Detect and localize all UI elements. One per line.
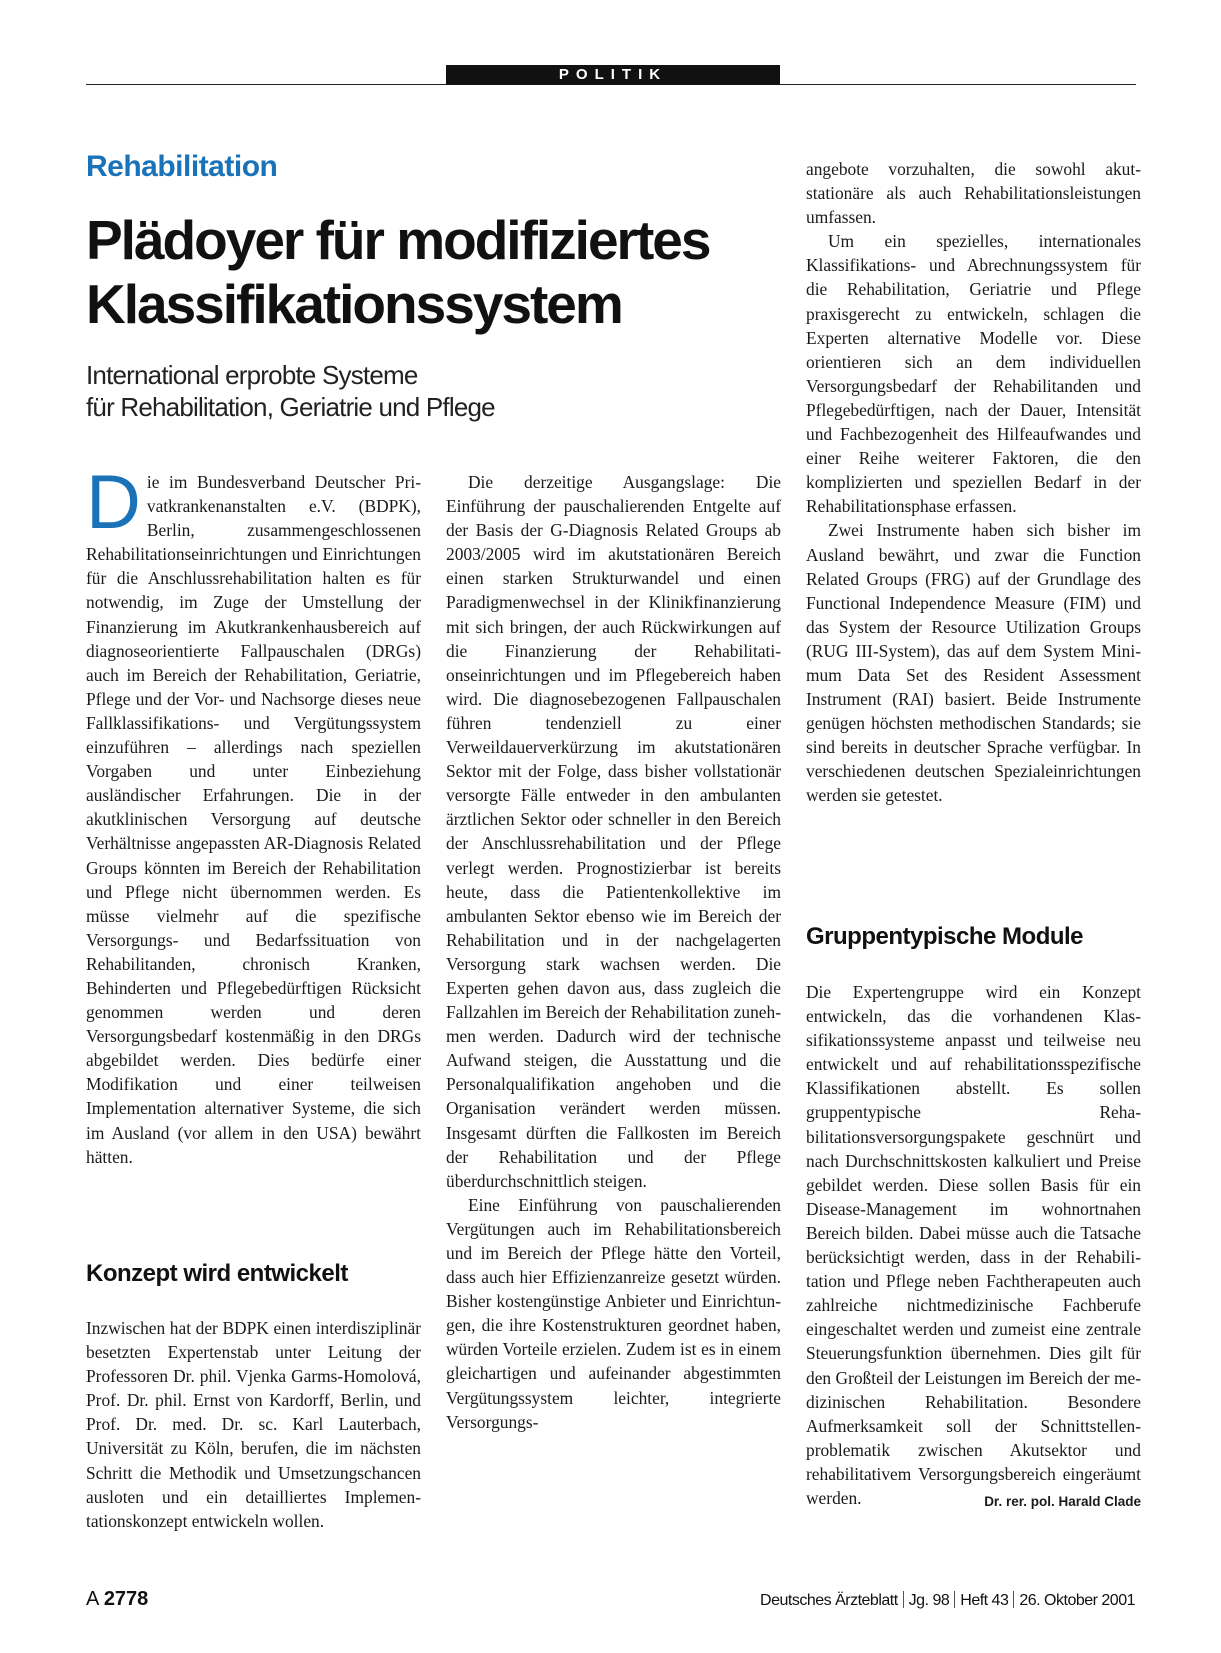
title-line: Klassifikationssystem [86,273,622,335]
column-1-bottom [86,1316,421,1533]
paragraph: Inzwischen hat der BDPK einen interdisziplinär besetzten Expertenstab unter Leitung der Professoren Dr. phil. Vjenka Garms-Homolová, Prof. Dr. phil. Ernst von Kardorff, Berlin, und Prof. Dr. med. Dr. sc. Karl Lauterbach, Universität zu Köln, berufen, die im nächsten Schritt die Methodik und Umsetzungschancen ausloten und ein detailliertes Implementationskonzept entwickeln wollen. [86,1318,421,1531]
section-heading-konzept: Konzept wird entwickelt [86,1260,348,1287]
separator [954,1591,955,1608]
journal-name: Deutsches Ärzteblatt [760,1592,898,1609]
article-kicker: Rehabilitation [86,150,278,183]
author-byline: Dr. rer. pol. Harald Clade [984,1493,1141,1509]
page-number-value: 2778 [103,1588,149,1610]
journal-issue: Heft 43 [960,1592,1009,1609]
drop-cap: D [86,460,141,545]
paragraph: Eine Einführung von pauschalierenden Vergütungen auch im Rehabilitationsbereich und im Bereich der Pflege hätte den Vorteil, dass auch hier Effizienzanreize gesetzt würden. Bisher kostengünstige Anbieter und Einrichtungen, die ihre Kostenstrukturen geordnet haben, würden Vorteile erzielen. Zudem ist es in einem gleichartigen und aufeinander abgestimmten Vergütungssystem leichter, integrierte Versorgungs- [446,1194,781,1432]
journal-volume: Jg. 98 [908,1592,950,1609]
paragraph-text: ie im Bundesverband Deutscher Privatkrankenanstalten e.V. (BDPK), Berlin, zusammengeschlossenen Rehabilitationseinrichtungen und Einrichtungen für die Anschlussrehabilitation halten es für notwendig, im Zuge der Umstellung der Finanzierung im Akutkrankenhausbereich auf diagnoseorientierte Fallpauschalen (DRGs) auch im Bereich der Rehabilitation, Geriatrie, Pflege und der Vor- und Nachsorge dieses neue Fallklassifikations- und Vergütungssystem einzuführen – allerdings nach speziellen Vorgaben und unter Einbeziehung ausländischer Erfahrungen. Die in der akutklinischen Versorgung auf deutsche Verhältnisse angepassten AR-Diagnosis Related Groups könnten im Bereich der Rehabilitation und Pflege nicht übernommen werden. Es müsse vielmehr auf die spezifische Versorgungs- und Bedarfssituation von Rehabilitanden, chronisch Kranken, Behinderten und Pflegebedürftigen Rücksicht genommen werden und deren Versorgungsbedarf kostenmäßig in den DRGs abgebildet werden. Dies bedürfe einer Modifikation und einer teilweisen Implementation alternativer Systeme, die sich im Ausland (vor allem in den USA) bewährt hätten. [86,472,421,1167]
subtitle-line: für Rehabilitation, Geriatrie und Pflege [86,392,495,422]
article-title [86,208,776,336]
column-1-top [86,460,421,1169]
paragraph-intro [86,460,421,1169]
paragraph [806,980,1141,1510]
paragraph: Um ein spezielles, internationales Klassifikations- und Abrechnungssystem für die Rehabilitation, Geriatrie und Pflege praxisgerecht zu entwickeln, schlagen die Experten alternative Modelle vor. Diese orientieren sich an dem individuellen Versorgungsbedarf der Rehabilitanden und Pflegebedürftigen, nach der Dauer, Intensität und Fachbezogenheit des Hilfeaufwandes und einer Reihe weiterer Faktoren, die den komplizierten und speziellen Bedarf in der Rehabilitationsphase erfassen. [806,231,1141,517]
subtitle-line: International erprobte Systeme [86,360,418,390]
separator [1013,1591,1014,1608]
paragraph-text: Die Expertengruppe wird ein Konzept entwickeln, das die vorhandenen Klassifikationssysteme anpasst und teilweise neu entwickelt und auf rehabilitationsspezifische Klassifikationen abstellt. Es sollen gruppentypische Rehabilitationsversorgungspakete geschnürt und nach Durchschnittskosten kalkuliert und Preise gebildet werden. Diese sollen Basis für ein Disease-Management im wohnortnahen Bereich bilden. Dabei müsse auch die Tatsache berücksichtigt werden, dass in der Rehabilitation und Pflege neben Fachtherapeuten auch zahlreiche nichtmedizinische Fachberufe eingeschaltet werden und zumeist eine zentrale Steuerungsfunktion übernehmen. Dies gilt für den Großteil der Leistungen im Bereich der medizinischen Rehabilitation. Besondere Aufmerksamkeit soll der Schnittstellenproblematik zwischen Akutsektor und rehabilitativem Versorgungsbereich eingeräumt werden. [806,982,1141,1508]
column-3-top [806,157,1141,808]
journal-date: 26. Oktober 2001 [1019,1592,1135,1609]
paragraph: angebote vorzuhalten, die sowohl akutstationäre als auch Rehabilitationsleistungen umfassen. [806,159,1141,228]
page-prefix: A [86,1588,99,1610]
paragraph: Zwei Instrumente haben sich bisher im Ausland bewährt, und zwar die Function Related Groups (FRG) auf der Grundlage des Functional Independence Measure (FIM) und das System der Resource Utilization Groups (RUG III-System), das auf dem System Minimum Data Set des Resident Assessment Instrument (RAI) basiert. Beide Instrumente genügen höchsten methodischen Standards; sie sind bereits in deutscher Sprache verfügbar. In verschiedenen deutschen Spezialeinrichtungen werden sie getestet. [806,520,1141,806]
column-3-bottom [806,980,1141,1514]
separator [903,1591,904,1608]
journal-footer [760,1591,1135,1610]
section-label: POLITIK [446,65,780,85]
article-subtitle [86,359,776,423]
section-heading-gruppe: Gruppentypische Module [806,923,1084,950]
page-number [86,1588,148,1611]
paragraph: Die derzeitige Ausgangslage: Die Einführung der pauschalierenden Entgelte auf der Basis der G-Diagnosis Related Groups ab 2003/2005 wird im akutstationären Bereich einen starken Strukturwandel und einen Paradigmenwechsel in der Klinikfinanzierung mit sich bringen, der auch Rückwirkungen auf die Finanzierung der Rehabilitationseinrichtungen und im Pflegebereich haben wird. Die diagnosebezogenen Fallpauschalen führen tendenziell zu einer Verweildauerverkürzung im akutstationären Sektor mit der Folge, dass bisher vollstationär versorgte Fälle entweder in den ambulanten ärztlichen Sektor oder schneller in den Bereich der Anschlussrehabilitation und der Pflege verlegt werden. Prognostizierbar ist bereits heute, dass die Patientenkollektive im ambulanten Sektor ebenso wie im Bereich der Rehabilitation und in der nachgelagerten Versorgung stark wachsen werden. Die Experten gehen davon aus, dass zugleich die Fallzahlen im Bereich der Rehabilitation zunehmen werden. Dadurch wird der technische Aufwand steigen, die Ausstattung und die Personalqualifikation angehoben und die Organisation verändert werden müssen. Insgesamt dürften die Fallkosten im Bereich der Rehabilitation und der Pflege überdurchschnittlich steigen. [446,472,781,1191]
column-2 [446,470,781,1434]
title-line: Plädoyer für modifiziertes [86,209,710,271]
